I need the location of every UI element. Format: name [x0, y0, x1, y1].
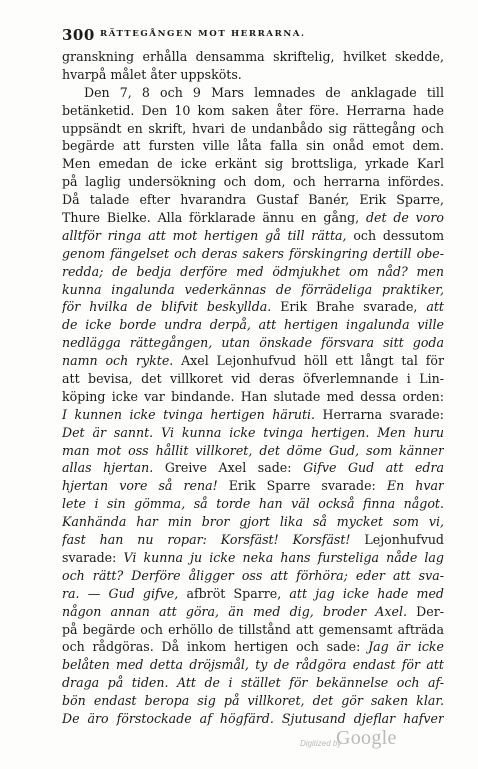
page-header [62, 26, 442, 42]
italic-span: lete i sin gömma, så torde han väl också finna något. [62, 496, 444, 512]
text-line [62, 603, 444, 621]
text-line [62, 477, 444, 495]
text-span: Greive Axel sade: [153, 460, 304, 476]
italic-span: nedlägga rättegången, utan önskade försvara sitt goda [62, 335, 444, 351]
text-line [62, 66, 444, 84]
text-line [62, 173, 444, 191]
text-line [62, 191, 444, 209]
italic-span: alltför ringa att mot hertigen gå till rätta, [62, 227, 347, 243]
italic-span: de icke borde undra derpå, att hertigen ingalunda ville [62, 317, 444, 333]
text-span: Der- [406, 603, 444, 619]
page-number: 300 [62, 26, 95, 44]
text-span: Thure Bielke. Alla förklarade ännu en gång, [62, 210, 366, 226]
italic-span: Kanhända har min bror gjort lika så mycket som vi, [62, 514, 444, 530]
text-line [62, 638, 444, 656]
italic-span: fast han nu ropar: Korsfäst! Korsfäst! [62, 532, 351, 548]
italic-span: och rätt? Derföre åligger oss att förhöra; eder att sva- [62, 567, 444, 583]
text-span: — [79, 585, 109, 601]
text-line [62, 459, 444, 477]
italic-span: allas hjertan. [62, 460, 154, 476]
italic-span: belåten med detta dröjsmål, ty de rådgöra endast för att [62, 657, 444, 673]
text-line [62, 137, 444, 155]
text-span: Herrarna svarade: [315, 406, 444, 422]
text-span: Då talade efter hvarandra Gustaf Banér, Erik Sparre, [62, 192, 444, 208]
italic-span: Vi kunna ju icke neka hans fursteliga nåde lag [123, 549, 444, 565]
italic-span: De äro förstockade af högfärd. [62, 710, 274, 726]
italic-span: genom fängelset och deras sakers förskingring dertill obe- [62, 245, 444, 261]
text-line [62, 710, 444, 728]
text-line [62, 621, 444, 639]
text-line [62, 263, 444, 281]
text-line [62, 495, 444, 513]
text-line [62, 316, 444, 334]
text-line [62, 549, 444, 567]
italic-span: hjertan vore så rena! [62, 478, 218, 494]
text-span: på laglig undersökning och dom, och herrarna infördes. [62, 174, 444, 190]
italic-span: kunna ingalunda vederkännas de förrädeliga praktiker, [62, 281, 444, 297]
text-line [62, 334, 444, 352]
watermark-prefix: Digitized by [300, 739, 342, 748]
text-span: köping icke var bindande. Han slutade med dessa orden: [62, 388, 444, 404]
italic-span: bön endast beropa sig på villkoret, det gör saken klar. [62, 693, 444, 709]
text-line [62, 442, 444, 460]
text-line [62, 567, 444, 585]
italic-span: någon annan att göra, än med dig, broder Axel. [62, 603, 407, 619]
text-line [62, 513, 444, 531]
text-span: uppsändt en skrift, hvari de undanbådo sig rättegång och [62, 120, 444, 136]
text-line [62, 406, 444, 424]
italic-span: I kunnen icke tvinga hertigen häruti. [62, 406, 316, 422]
text-line [62, 48, 444, 66]
text-line [62, 388, 444, 406]
italic-span: ra. [62, 585, 80, 601]
text-line [62, 209, 444, 227]
italic-span: redda; de bedja derföre med ödmjukhet om nåd? [62, 263, 408, 279]
italic-span: Sjutusand djeflar hafver [281, 710, 444, 726]
italic-span: att jag icke hade med [289, 585, 444, 601]
text-span: svarade: [62, 549, 124, 565]
text-span: och rådgöras. Då inkom hertigen och sade: [62, 639, 369, 655]
text-line [62, 656, 444, 674]
italic-span: namn och rykte. [62, 353, 174, 369]
text-span: Lejonhufvud [350, 532, 444, 548]
italic-span: det de voro [365, 210, 444, 226]
text-line [62, 370, 444, 388]
text-span: Den 7, 8 och 9 Mars lemnades de anklagade till [84, 84, 444, 100]
text-span: och dessutom [346, 227, 444, 243]
text-span: Erik Brahe svarade, [271, 299, 427, 315]
italic-span: En hvar [386, 478, 444, 494]
text-line [62, 298, 444, 316]
text-span: Men emedan de icke erkänt sig brottsliga, yrkade Karl [62, 156, 444, 172]
digitized-by-google-watermark [300, 727, 470, 753]
italic-span: draga på tiden. Att de i stället för bekännelse och af- [62, 675, 444, 691]
google-logo: Google [336, 727, 397, 749]
italic-span: Gud gifve, [108, 585, 179, 601]
text-line [62, 84, 444, 102]
text-span: att bevisa, det villkoret vid deras öfverlemnande i Lin- [62, 371, 444, 387]
italic-span: man mot oss hållit villkoret, det döme Gud, som känner [62, 442, 444, 458]
italic-span: Jag är icke [368, 639, 444, 655]
text-line [62, 102, 444, 120]
text-span: hvarpå målet åter uppsköts. [62, 66, 242, 82]
text-line [62, 424, 444, 442]
text-line [62, 120, 444, 138]
text-line [62, 227, 444, 245]
text-line [62, 352, 444, 370]
text-line [62, 155, 444, 173]
text-line [62, 245, 444, 263]
text-line [62, 585, 444, 603]
text-span [274, 711, 282, 726]
text-span: Axel Lejonhufvud höll ett långt tal för [173, 353, 444, 369]
text-line [62, 674, 444, 692]
text-line [62, 692, 444, 710]
italic-span: Det är sannt. Vi kunna icke tvinga hertigen. Men huru [62, 424, 444, 440]
running-head: RÄTTEGÅNGEN MOT HERRARNA. [100, 29, 306, 39]
italic-span: att [426, 299, 444, 315]
italic-span: för hvilka de blifvit beskyllda. [62, 299, 272, 315]
text-span: afbröt Sparre, [178, 585, 290, 601]
text-span: begärde att fursten ville låta falla sin onåd emot dem. [62, 138, 444, 154]
text-span: betänketid. Den 10 kom saken åter före. Herrarna hade [62, 102, 444, 118]
body-text [62, 48, 444, 728]
text-span: på begärde och erhöllo de tillstånd att gemensamt afträda [62, 621, 444, 637]
italic-span: Gifve Gud att edra [303, 460, 444, 476]
text-line [62, 531, 444, 549]
italic-span: men [416, 263, 444, 279]
text-span: Erik Sparre svarade: [217, 478, 387, 494]
text-span: granskning erhålla densamma skriftelig, hvilket skedde, [62, 49, 444, 64]
text-line [62, 281, 444, 299]
